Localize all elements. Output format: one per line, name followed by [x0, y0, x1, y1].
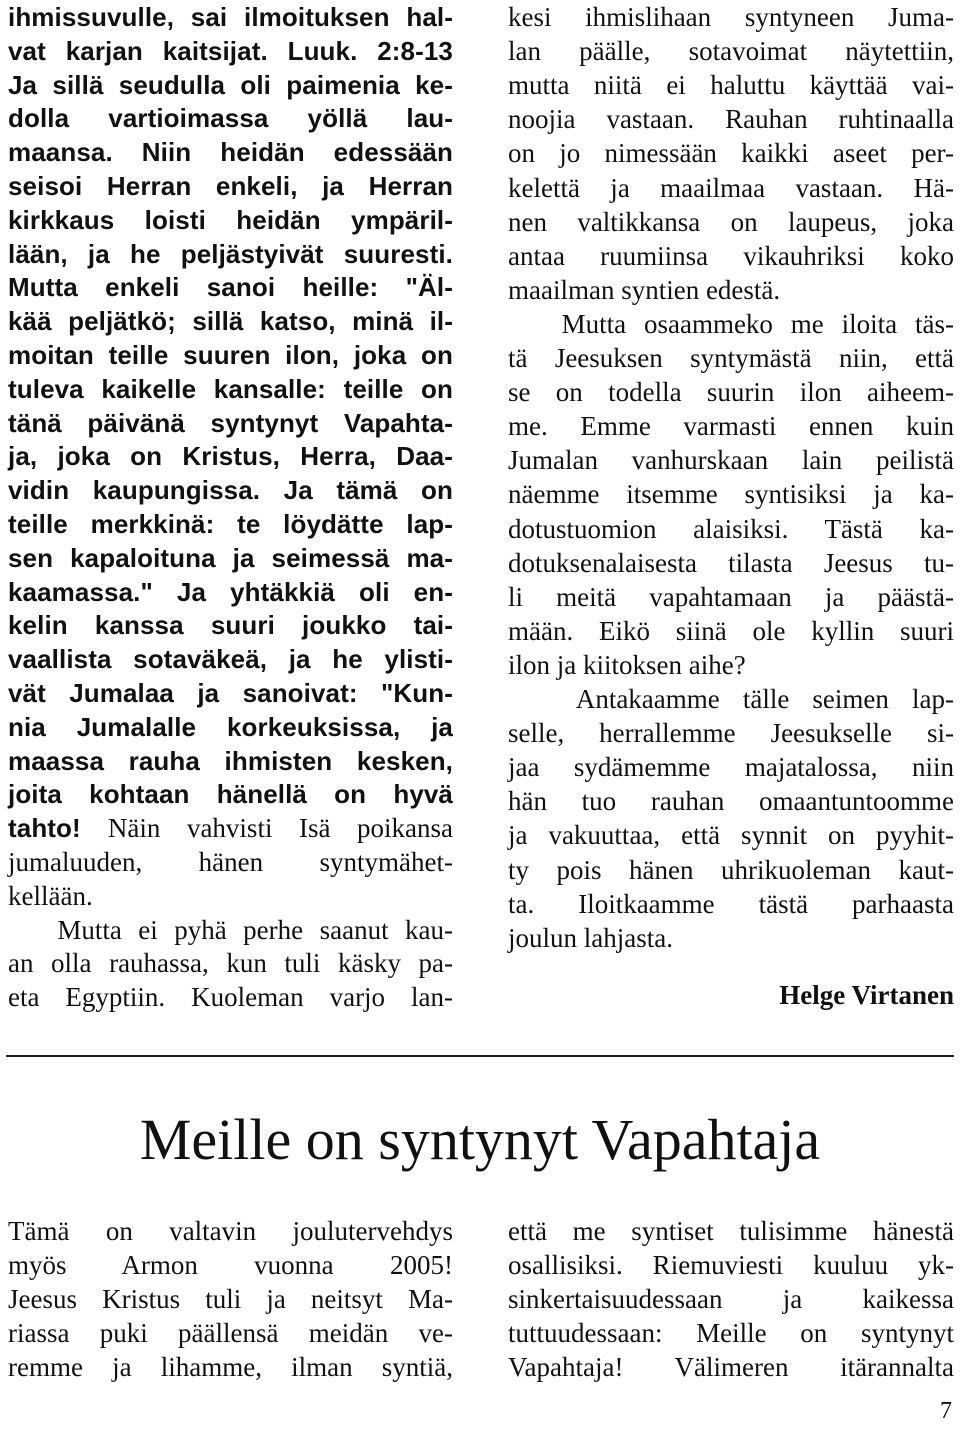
- text-segment: ihmissuvulle, sai ilmoituksen hal-: [8, 2, 453, 32]
- text-segment: ta. Iloitkaamme tästä parhaasta: [508, 888, 954, 919]
- text-line: [508, 682, 954, 716]
- text-segment: sen kapaloituna ja seimessä ma-: [8, 542, 453, 573]
- text-line: [8, 439, 453, 473]
- text-line: myös Armon vuonna 2005!: [8, 1250, 453, 1280]
- text-line: [8, 811, 453, 845]
- text-line: Tämä on valtavin joulutervehdys: [8, 1216, 453, 1246]
- text-line: [508, 512, 954, 546]
- text-segment: Mutta ei pyhä perhe saanut kau-: [8, 914, 453, 945]
- text-segment: ja vakuuttaa, että synnit on pyyhit-: [508, 820, 954, 851]
- text-segment: maassa rauha ihmisten kesken,: [8, 745, 453, 776]
- text-line: [508, 546, 954, 580]
- text-segment: kelin kanssa suuri joukko tai-: [8, 610, 453, 641]
- text-segment: kaamassa." Ja yhtäkkiä oli en-: [8, 576, 453, 607]
- text-line: [8, 913, 453, 947]
- text-line: [8, 676, 453, 710]
- text-line: [508, 477, 954, 511]
- text-segment: ilon ja kiitoksen aihe?: [508, 649, 746, 680]
- text-segment: on jo nimessään kaikki aseet per-: [508, 138, 954, 169]
- text-line: [8, 372, 453, 406]
- text-segment: maailman syntien edestä.: [508, 274, 781, 305]
- text-line: [508, 409, 954, 443]
- text-line: [508, 307, 954, 341]
- text-line: [8, 203, 453, 237]
- text-segment: eta Egyptiin. Kuoleman varjo lan-: [8, 982, 453, 1013]
- text-line: [508, 716, 954, 750]
- text-line: Jeesus Kristus tuli ja neitsyt Ma-: [8, 1284, 453, 1314]
- text-segment: vat karjan kaitsijat. Luuk. 2:8-13: [8, 35, 453, 66]
- text-segment: jaa sydämemme majatalossa, niin: [508, 752, 954, 783]
- text-line: [8, 642, 453, 676]
- text-line: [8, 608, 453, 642]
- text-line: [508, 341, 954, 375]
- text-segment: vaallista sotaväkeä, ja he ylisti-: [8, 644, 453, 675]
- text-segment: li meitä vapahtamaan ja päästä-: [508, 581, 954, 612]
- text-line: [508, 818, 954, 852]
- text-line: riassa puki päällensä meidän ve-: [8, 1318, 453, 1348]
- text-segment: noojia vastaan. Rauhan ruhtinaalla: [508, 104, 954, 135]
- text-line: [508, 239, 954, 273]
- text-line: [8, 946, 453, 980]
- text-line: [8, 473, 453, 507]
- text-line: [8, 710, 453, 744]
- text-segment: Antakaamme tälle seimen lap-: [508, 684, 954, 714]
- text-segment: kelettä ja maailmaa vastaan. Hä-: [508, 172, 954, 203]
- text-segment: maansa. Niin heidän edessään: [8, 137, 453, 168]
- text-line: [8, 406, 453, 440]
- text-line: [8, 68, 453, 102]
- text-segment: tahto!: [8, 813, 108, 844]
- text-segment: Mutta osaammeko me iloita täs-: [508, 308, 954, 339]
- text-line: [8, 237, 453, 271]
- section-divider: [6, 1055, 954, 1057]
- text-line: [508, 580, 954, 614]
- text-segment: jumaluuden, hänen syntymähet-: [8, 847, 453, 877]
- author-signature: Helge Virtanen: [779, 980, 954, 1010]
- text-segment: kellään.: [8, 880, 93, 911]
- text-line: [508, 784, 954, 818]
- text-segment: Jumalan vanhurskaan lain peilistä: [508, 445, 954, 476]
- text-segment: teille merkkinä: te löydätte lap-: [8, 509, 453, 539]
- text-segment: se on todella suurin ilon aiheem-: [508, 377, 954, 408]
- text-line: [8, 575, 453, 609]
- text-line: osallisiksi. Riemuviesti kuuluu yk-: [508, 1250, 954, 1280]
- text-segment: nia Jumalalle korkeuksissa, ja: [8, 711, 453, 742]
- text-line: [508, 375, 954, 409]
- text-segment: tänä päivänä syntynyt Vapahta-: [8, 407, 453, 438]
- text-line: sinkertaisuudessaan ja kaikessa: [508, 1284, 954, 1314]
- text-line: remme ja lihamme, ilman syntiä,: [8, 1352, 453, 1382]
- article-headline: Meille on syntynyt Vapahtaja: [139, 1107, 821, 1172]
- text-line: [508, 853, 954, 887]
- text-line: [508, 0, 954, 34]
- text-line: [8, 34, 453, 68]
- text-segment: nen valtikkansa on laupeus, joka: [508, 206, 954, 237]
- text-line: [508, 273, 954, 307]
- text-segment: Mutta enkeli sanoi heille: "Äl-: [8, 272, 453, 303]
- text-segment: näemme itsemme syntisiksi ja ka-: [508, 479, 954, 510]
- text-line: että me syntiset tulisimme hänestä: [508, 1216, 954, 1246]
- text-line: Vapahtaja! Välimeren itärannalta: [508, 1352, 954, 1382]
- text-line: [8, 338, 453, 372]
- text-line: [8, 270, 453, 304]
- text-segment: Ja sillä seudulla oli paimenia ke-: [8, 69, 453, 100]
- text-line: [8, 879, 453, 913]
- text-line: [8, 541, 453, 575]
- text-line: tuttuudessaan: Meille on syntynyt: [508, 1318, 954, 1348]
- text-line: [8, 0, 453, 34]
- text-segment: joulun lahjasta.: [508, 922, 673, 953]
- text-segment: mutta niitä ei haluttu käyttää vai-: [508, 70, 954, 101]
- text-segment: dolla vartioimassa yöllä lau-: [8, 103, 453, 134]
- text-line: [8, 744, 453, 778]
- text-line: [508, 171, 954, 205]
- text-segment: lään, ja he peljästyivät suuresti.: [8, 238, 453, 269]
- text-segment: joita kohtaan hänellä on hyvä: [8, 779, 453, 810]
- text-line: [8, 135, 453, 169]
- text-line: [508, 68, 954, 102]
- text-line: [508, 750, 954, 784]
- text-line: [8, 304, 453, 338]
- text-segment: kirkkaus loisti heidän ympäril-: [8, 204, 453, 235]
- text-line: [508, 136, 954, 170]
- text-line: [8, 845, 453, 879]
- text-line: [8, 980, 453, 1014]
- text-segment: kää peljätkö; sillä katso, minä il-: [8, 306, 453, 337]
- text-line: [508, 614, 954, 648]
- text-segment: Näin vahvisti Isä poikansa: [107, 813, 453, 844]
- text-segment: mään. Eikö siinä ole kyllin suuri: [508, 615, 954, 646]
- text-segment: moitan teille suuren ilon, joka on: [8, 340, 453, 370]
- text-segment: tuleva kaikelle kansalle: teille on: [8, 373, 453, 404]
- text-segment: tä Jeesuksen syntymästä niin, että: [508, 343, 954, 373]
- text-line: [8, 101, 453, 135]
- text-segment: antaa ruumiinsa vikauhriksi koko: [508, 240, 954, 271]
- text-segment: ty pois hänen uhrikuoleman kaut-: [508, 854, 954, 885]
- text-segment: hän tuo rauhan omaantuntoomme: [508, 786, 954, 817]
- text-segment: dotuksenalaisesta tilasta Jeesus tu-: [508, 547, 954, 578]
- text-segment: lan päälle, sotavoimat näytettiin,: [508, 36, 954, 67]
- text-line: [8, 507, 453, 541]
- text-segment: seisoi Herran enkeli, ja Herran: [8, 171, 453, 201]
- text-segment: vät Jumalaa ja sanoivat: "Kun-: [8, 678, 453, 708]
- text-line: [508, 887, 954, 921]
- text-line: [508, 921, 954, 955]
- text-line: [508, 205, 954, 239]
- text-segment: me. Emme varmasti ennen kuin: [508, 411, 954, 442]
- text-line: [508, 443, 954, 477]
- text-line: [508, 102, 954, 136]
- text-segment: an olla rauhassa, kun tuli käsky pa-: [8, 948, 453, 979]
- text-line: [508, 648, 954, 682]
- text-segment: kesi ihmislihaan syntyneen Juma-: [508, 2, 954, 32]
- text-line: [8, 169, 453, 203]
- text-line: [508, 34, 954, 68]
- page-number: 7: [940, 1398, 952, 1424]
- text-segment: selle, herrallemme Jeesukselle si-: [508, 718, 954, 749]
- text-line: [8, 777, 453, 811]
- text-segment: dotustuomion alaisiksi. Tästä ka-: [508, 513, 954, 544]
- text-segment: vidin kaupungissa. Ja tämä on: [8, 475, 453, 506]
- text-segment: ja, joka on Kristus, Herra, Daa-: [8, 441, 453, 472]
